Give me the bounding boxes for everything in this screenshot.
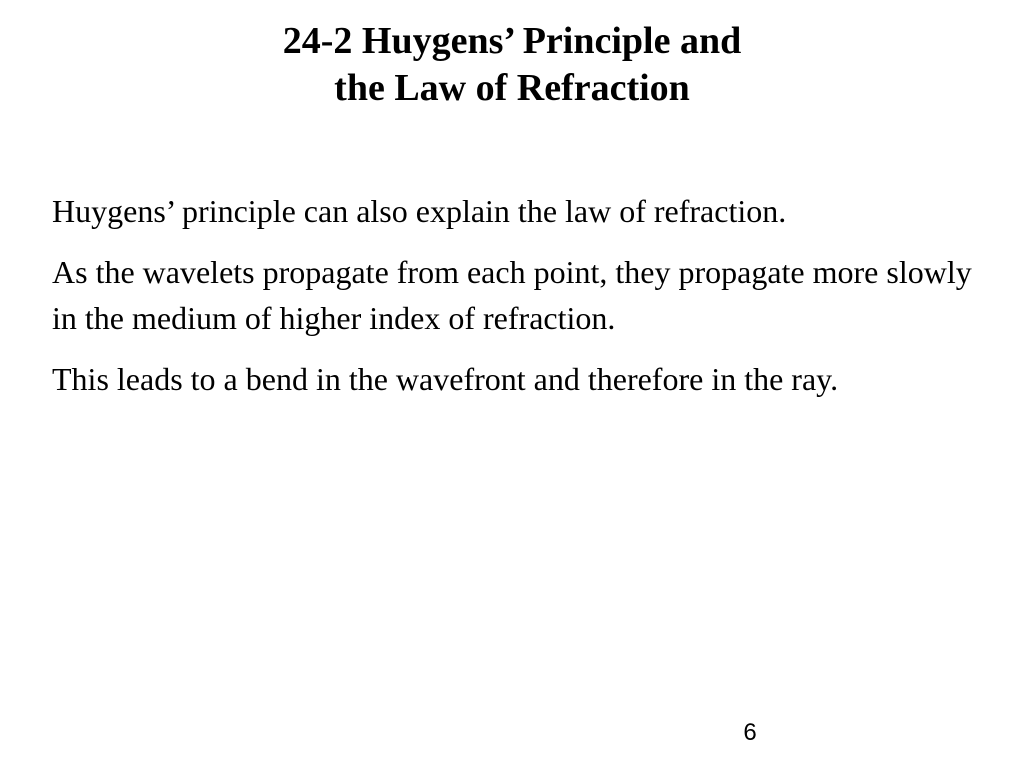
paragraph-wavefront-bend: This leads to a bend in the wavefront and therefore in the ray. bbox=[52, 361, 839, 397]
slide-title-line-2: the Law of Refraction bbox=[334, 67, 690, 109]
slide-body bbox=[52, 188, 977, 417]
paragraph-wavelet-speed: As the wavelets propagate from each point, they propagate more slowly in the medium of higher index of refraction. bbox=[52, 254, 972, 336]
slide-title-line-1: 24-2 Huygens’ Principle and bbox=[282, 20, 742, 62]
paragraph-huygens-refraction: Huygens’ principle can also explain the law of refraction. bbox=[52, 193, 787, 229]
page-number: 6 bbox=[743, 719, 757, 746]
slide-title bbox=[0, 18, 1024, 112]
